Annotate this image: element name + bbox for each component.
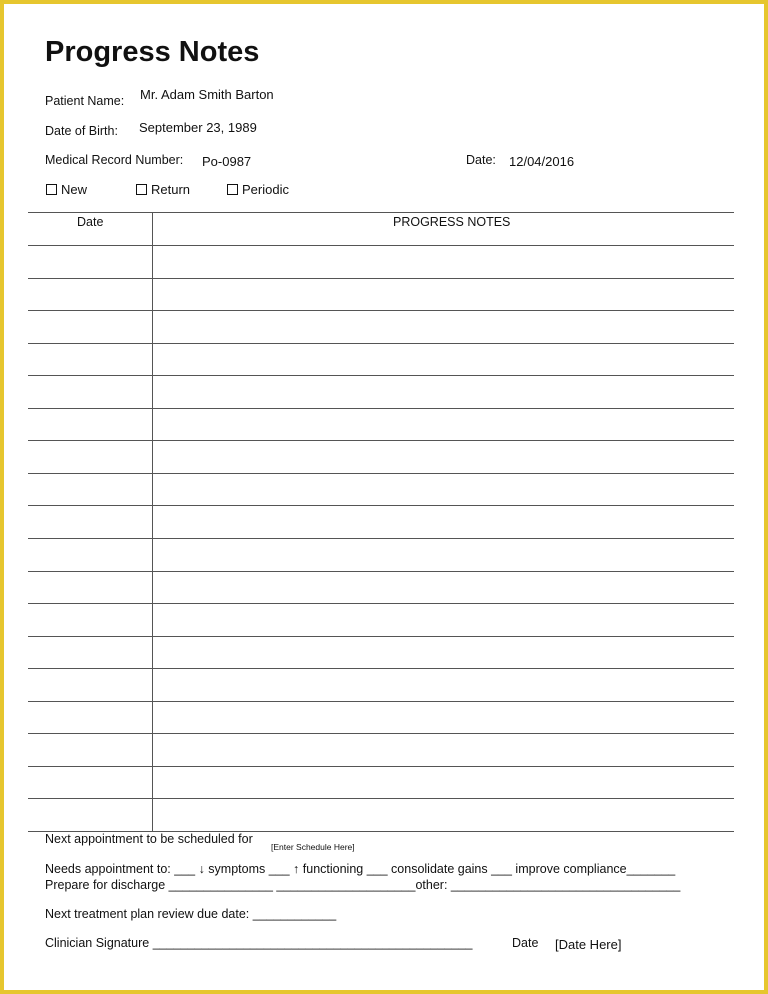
table-row-line <box>28 668 734 669</box>
page-title: Progress Notes <box>45 36 260 68</box>
table-row-line <box>28 343 734 344</box>
checkbox-icon <box>227 184 238 195</box>
table-row-line <box>28 603 734 604</box>
table-row-line <box>28 733 734 734</box>
checkbox-return[interactable] <box>136 182 190 197</box>
checkbox-label: Return <box>151 182 191 197</box>
column-header-notes: PROGRESS NOTES <box>393 215 511 229</box>
table-row-line <box>28 766 734 767</box>
table-row-line <box>28 636 734 637</box>
checkbox-label: New <box>61 182 88 197</box>
column-header-date: Date <box>77 215 104 229</box>
table-row-line <box>28 375 734 376</box>
review-due-date-line: Next treatment plan review due date: ____________ <box>45 907 337 921</box>
mrn-label: Medical Record Number: <box>45 153 184 167</box>
signature-date-field[interactable]: [Date Here] <box>555 937 622 952</box>
patient-name-field[interactable]: Mr. Adam Smith Barton <box>140 87 274 102</box>
date-field[interactable]: 12/04/2016 <box>509 154 575 169</box>
mrn-field[interactable]: Po-0987 <box>202 154 252 169</box>
table-row-line <box>28 701 734 702</box>
checkbox-label: Periodic <box>242 182 289 197</box>
next-appointment-label: Next appointment to be scheduled for <box>45 832 253 846</box>
checkbox-periodic[interactable] <box>227 182 289 197</box>
table-row-line <box>28 798 734 799</box>
signature-date-label: Date <box>512 936 539 950</box>
table-row-line <box>28 278 734 279</box>
needs-appointment-line: Needs appointment to: ___ ↓ symptoms ___ ↑ functioning ___ consolidate gains ___ improve compliance_______ <box>45 862 676 876</box>
checkbox-icon <box>136 184 147 195</box>
table-row-line <box>28 538 734 539</box>
table-top-border <box>28 212 734 213</box>
prepare-discharge-line: Prepare for discharge _______________ ____________________other: _________________________________ <box>45 878 681 892</box>
table-row-line <box>28 571 734 572</box>
patient-name-label: Patient Name: <box>45 94 125 108</box>
checkbox-new[interactable] <box>46 182 87 197</box>
table-row-line <box>28 473 734 474</box>
table-row-line <box>28 245 734 246</box>
table-row-line <box>28 505 734 506</box>
table-row-line <box>28 408 734 409</box>
column-divider <box>152 212 153 831</box>
schedule-field[interactable]: [Enter Schedule Here] <box>271 842 355 852</box>
table-row-line <box>28 440 734 441</box>
date-label: Date: <box>466 153 496 167</box>
dob-field[interactable]: September 23, 1989 <box>139 120 257 135</box>
clinician-signature-line[interactable]: Clinician Signature ______________________________________________ <box>45 936 473 950</box>
checkbox-icon <box>46 184 57 195</box>
table-row-line <box>28 310 734 311</box>
dob-label: Date of Birth: <box>45 124 118 138</box>
